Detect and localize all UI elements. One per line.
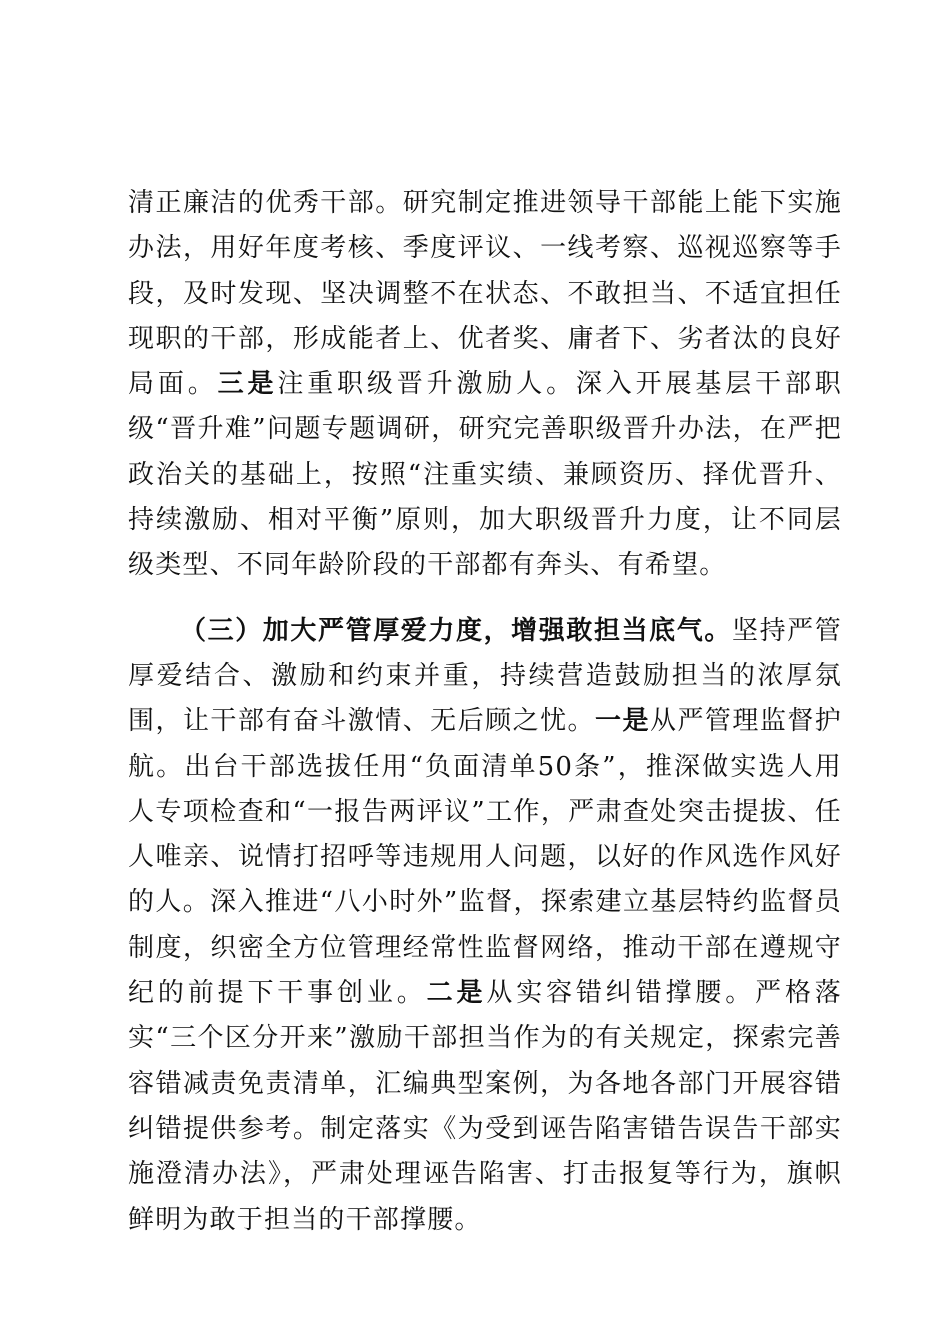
paragraph-2-bold-marker-1: 一是 (595, 706, 650, 737)
paragraph-2-text-2: 从严管理监督护航。出台干部选拔任用“负面清单50条”，推深做实选人用人专项检查和“一报告两评议”工作，严肃查处突击提拔、任人唯亲、说情打招呼等违规用人问题，以好的作风选作风好的人。深入推进“八小时外”监督，探索建立基层特约监督员制度，织密全方位管理经常性监督网络，推动干部在遵规守纪的前提下干事创业。 (128, 706, 842, 1009)
paragraph-2-bold-marker-2: 二是 (426, 978, 487, 1009)
paragraph-2-text-3: 从实容错纠错撑腰。严格落实“三个区分开来”激励干部担当作为的有关规定，探索完善容错减责免责清单，汇编典型案例，为各地各部门开展容错纠错提供参考。制定落实《为受到诬告陷害错告误告干部实施澄清办法》，严肃处理诬告陷害、打击报复等行为，旗帜鲜明为敢于担当的干部撑腰。 (128, 978, 843, 1235)
paragraph-1 (128, 181, 842, 589)
paragraph-1-bold-marker-3: 三是 (217, 369, 278, 400)
paragraph-1-text-2: 注重职级晋升激励人。深入开展基层干部职级“晋升难”问题专题调研，研究完善职级晋升办法，在严把政治关的基础上，按照“注重实绩、兼顾资历、择优晋升、持续激励、相对平衡”原则，加大职级晋升力度，让不同层级类型、不同年龄阶段的干部都有奔头、有希望。 (128, 369, 843, 581)
paragraph-2 (128, 609, 842, 1243)
document-page (128, 181, 842, 1243)
paragraph-2-text-1: 坚持严管厚爱结合、激励和约束并重，持续营造鼓励担当的浓厚氛围，让干部有奋斗激情、无后顾之忧。 (128, 615, 842, 737)
paragraph-1-text-1: 清正廉洁的优秀干部。研究制定推进领导干部能上能下实施办法，用好年度考核、季度评议、一线考察、巡视巡察等手段，及时发现、坚决调整不在状态、不敢担当、不适宜担任现职的干部，形成能者上、优者奖、庸者下、劣者汰的良好局面。 (128, 188, 842, 400)
paragraph-gap (128, 589, 842, 609)
section-heading: （三）加大严管厚爱力度，增强敢担当底气。 (180, 615, 732, 646)
